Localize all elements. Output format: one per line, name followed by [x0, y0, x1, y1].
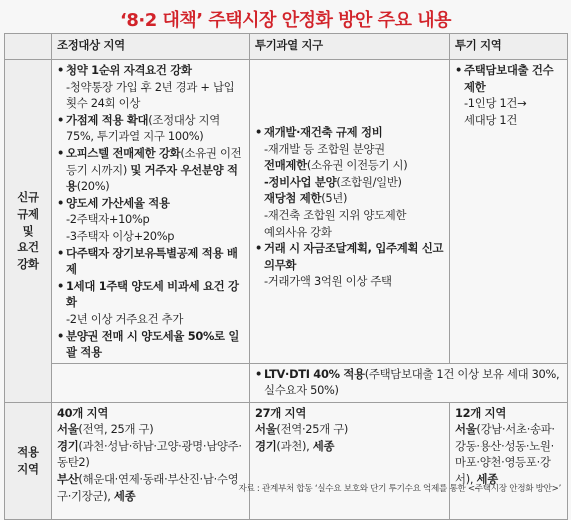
overheat-regulations: • 재개발·재건축 규제 정비 -재개발 등 조합원 분양권 전매제한(소유권 이전등기 시) -정비사업 분양(조합원/일반) 재당첨 제한(5년) -재건축 조합원 지위 양도제한 예외사유 강화 • 거래 시 자금조달계획, 입주계획 신고 의무화 -거래가액 3억원 이상 주택	[250, 60, 450, 364]
header-adjustment-zone: 조정대상 지역	[52, 34, 250, 60]
bullet-transfer-tax: • 양도세 가산세율 적용	[57, 195, 245, 212]
bullet-long-term-deduction: • 다주택자 장기보유특별공제 적용 배제	[57, 245, 245, 278]
bullet-presale-tax: • 분양권 전매 시 양도세율 50%로 일괄 적용	[57, 328, 245, 361]
overheat-areas: 27개 지역 서울(전역·25개 구) 경기(과천), 세종	[250, 402, 450, 519]
area-count: 27개 지역	[255, 405, 307, 420]
speculation-regulations: • 주택담보대출 건수 제한 -1인당 1건→ 세대당 1건	[450, 60, 568, 364]
bullet-officetel: • 오피스텔 전매제한 강화(소유권 이전등기 시까지) 및 거주자 우선분양 적용(20%)	[57, 145, 245, 195]
bullet-single-home-exemption: • 1세대 1주택 양도세 비과세 요건 강화	[57, 278, 245, 311]
area-row-label: 적용 지역	[5, 402, 52, 519]
header-row	[5, 34, 568, 60]
bullet-subscription: • 청약 1순위 자격요건 강화	[57, 62, 245, 79]
policy-table	[4, 33, 568, 520]
speculation-areas: 12개 지역 서울(강남·서초·송파·강동·용산·성동·노원·마포·양천·영등포·강서), 세종	[450, 402, 568, 519]
area-row	[5, 402, 568, 519]
adjustment-regulations: • 청약 1순위 자격요건 강화 -청약통장 가입 후 2년 경과 + 납입 횟수 24회 이상 • 가점제 적용 확대(조정대상 지역 75%, 투기과열 지구 100%) • 오피스텔 전매제한 강화(소유권 이전등기 시까지) 및 거주자 우선분양 적용(20%) • 양도세 가산세율 적용 -2주택자+10%p -3주택자 이상+20%p • 다주택자 장기보유특별공제 적용 배제 • 1세대 1주택 양도세 비과세 요건 강화 -2년 이상 거주요건 추가 • 분양권 전매 시 양도세율 50%로 일괄 적용	[52, 60, 250, 364]
bullet-mortgage-limit: • 주택담보대출 건수 제한	[455, 62, 563, 95]
ltv-dti-rule: • LTV·DTI 40% 적용(주택담보대출 1건 이상 보유 세대 30%, 실수요자 50%)	[250, 363, 568, 402]
regulation-row-label: 신규 규제 및 요건 강화	[5, 60, 52, 403]
source-note: 자료 : 관계부처 합동 ‘실수요 보호와 단기 투기수요 억제를 통한 <주택시장 안정화 방안>’	[238, 484, 561, 494]
bullet-point-system: • 가점제 적용 확대(조정대상 지역 75%, 투기과열 지구 100%)	[57, 112, 245, 145]
adjustment-areas: 40개 지역 서울(전역, 25개 구) 경기(과천·성남·하남·고양·광명·남양주·동탄2) 부산(해운대·연제·동래·부산진·남·수영구·기장군), 세종	[52, 402, 250, 519]
page-title: ‘8·2 대책’ 주택시장 안정화 방안 주요 내용	[120, 10, 451, 31]
area-count: 12개 지역	[455, 405, 507, 420]
bullet-redevelopment: • 재개발·재건축 규제 정비	[255, 124, 445, 141]
header-corner	[5, 34, 52, 60]
header-speculation-zone: 투기 지역	[450, 34, 568, 60]
area-count: 40개 지역	[57, 405, 109, 420]
ltv-row	[5, 363, 568, 402]
header-overheat-zone: 투기과열 지구	[250, 34, 450, 60]
regulation-row	[5, 60, 568, 364]
bullet-funding-plan: • 거래 시 자금조달계획, 입주계획 신고 의무화	[255, 240, 445, 273]
